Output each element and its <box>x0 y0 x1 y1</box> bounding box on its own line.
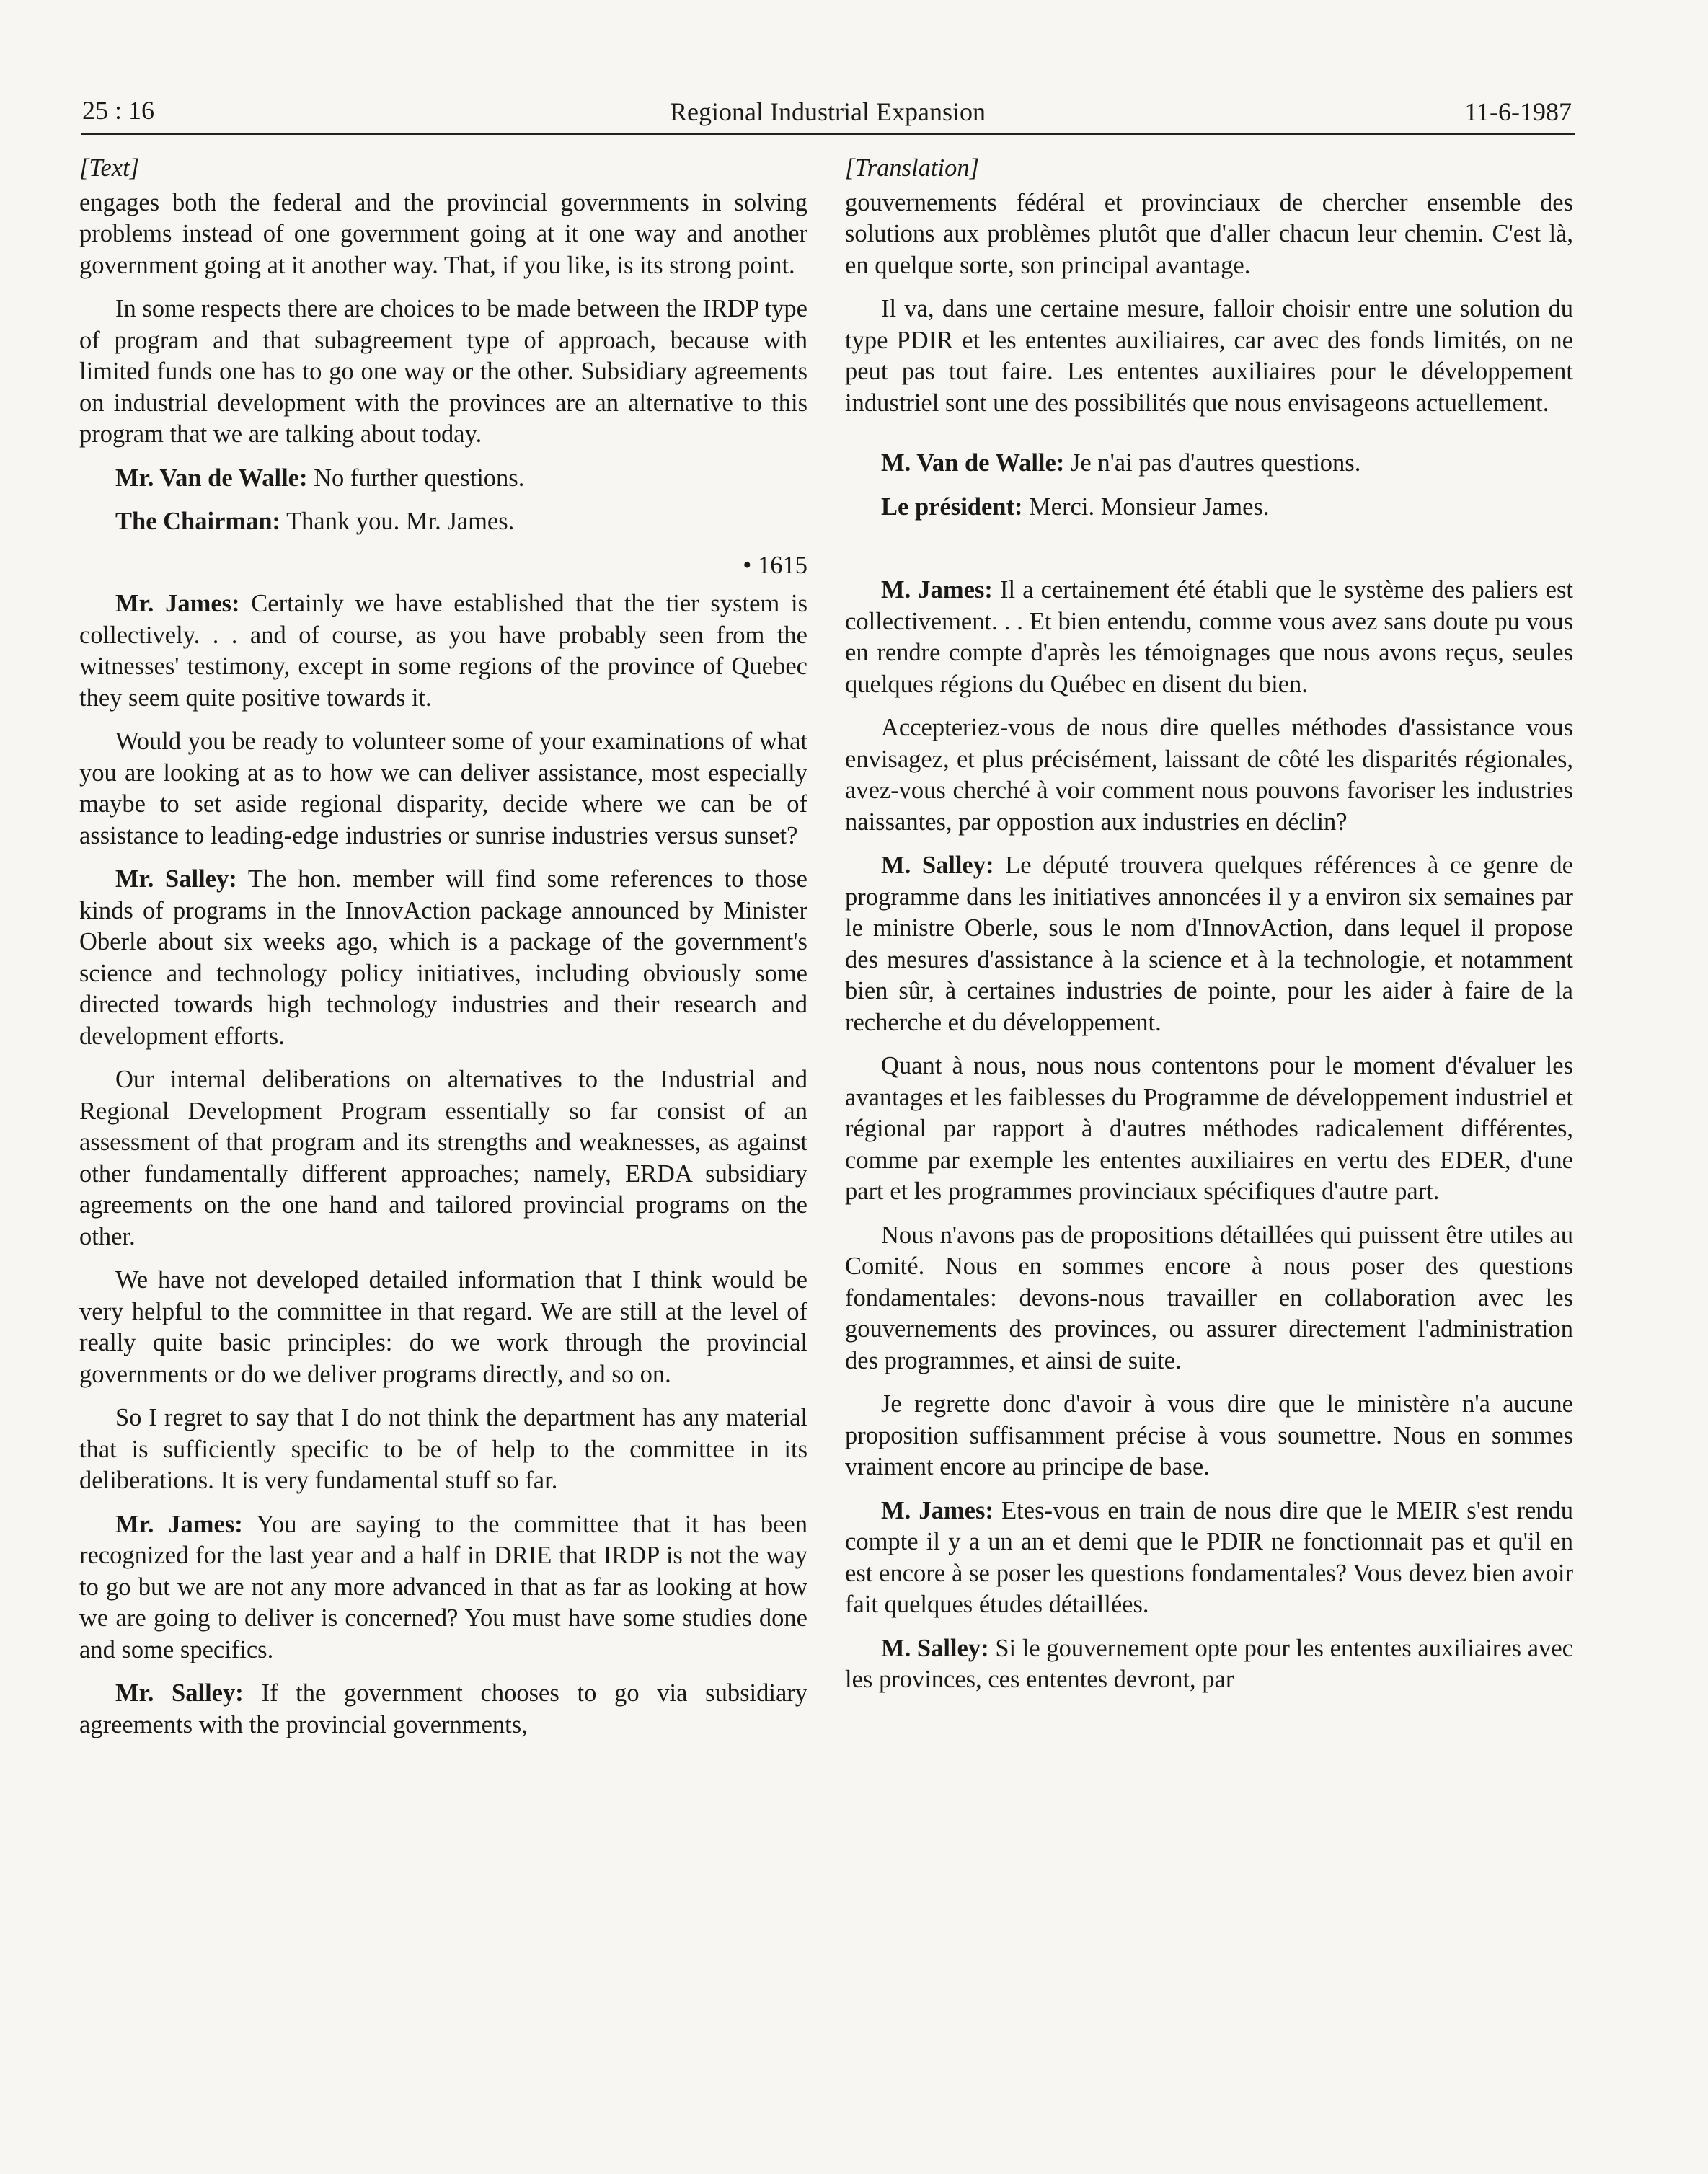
speaker-name: Mr. Salley: <box>115 1679 244 1707</box>
paragraph: engages both the federal and the provincial governments in solving problems instead of one government going at it one way and another government going at it another way. That, if you like, is its strong point. <box>79 188 807 279</box>
speaker-name: Mr. James: <box>115 1510 243 1538</box>
paragraph: M. Van de Walle: Je n'ai pas d'autres questions. <box>881 449 1361 477</box>
paragraph: We have not developed detailed information that I think would be very helpful to the committee in that regard. We are still at the level of really quite basic principles: do we work through the provincial governments or do we deliver programs directly, and so on. <box>79 1266 807 1388</box>
speaker-name: Le président: <box>881 492 1023 521</box>
paragraph: Mr. Salley: If the government chooses to go via subsidiary agreements with the provincial governments, <box>79 1679 808 1738</box>
paragraph: Quant à nous, nous nous contentons pour le moment d'évaluer les avantages et les faiblesses du Programme de développement industriel et régional par rapport à d'autres méthodes radicalement différentes, comme par exemple les ententes auxiliaires en vertu des EDER, d'une part et les programmes provinciaux spécifiques d'autre part. <box>845 1052 1573 1205</box>
paragraph: gouvernements fédéral et provinciaux de chercher ensemble des solutions aux problèmes plutôt que d'aller chacun leur chemin. C'est là, en quelque sorte, son principal avantage. <box>845 188 1573 279</box>
paragraph: Nous n'avons pas de propositions détaillées qui puissent être utiles au Comité. Nous en sommes encore à nous poser des questions fondamentales: devons-nous travailler en collaboration avec les gouvernements des provinces, ou assurer directement l'administration des programmes, et ainsi de suite. <box>845 1221 1573 1374</box>
paragraph: M. James: Etes-vous en train de nous dire que le MEIR s'est rendu compte il y a un an et demi que le PDIR ne fonctionnait pas et qu'il en est encore à se poser les questions fondamentales? Vous devez bien avoir fait quelques études détaillées. <box>845 1496 1574 1618</box>
english-column <box>79 153 807 1753</box>
speaker-name: M. Salley: <box>881 1634 989 1662</box>
speaker-name: M. Van de Walle: <box>881 449 1065 477</box>
page-date: 11-6-1987 <box>1464 97 1572 126</box>
speaker-name: The Chairman: <box>115 508 281 535</box>
paragraph: So I regret to say that I do not think the department has any material that is sufficiently specific to be of help to the committee in its deliberations. It is very fundamental stuff so far. <box>79 1404 807 1494</box>
speaker-name: Mr. Salley: <box>115 865 237 893</box>
speaker-name: Mr. Van de Walle: <box>115 464 308 492</box>
paragraph: Mr. Salley: The hon. member will find some references to those kinds of programs in the InnovAction package announced by Minister Oberle about six weeks ago, which is a package of the government's science and technology policy initiatives, including obviously some directed towards high technology industries and their research and development efforts. <box>79 865 807 1050</box>
paragraph: Would you be ready to volunteer some of your examinations of what you are looking at as to how we can deliver assistance, most especially maybe to set aside regional disparity, decide where we can be of assistance to leading-edge industries or sunrise industries versus sunset? <box>79 728 807 849</box>
paragraph: M. James: Il a certainement été établi que le système des paliers est collectivement. . . Et bien entendu, comme vous avez sans doute pu vous en rendre compte d'après les témoignages que nous avons reçus, seules quelques régions du Québec en disent du bien. <box>845 576 1573 698</box>
time-stamp: • 1615 <box>743 551 807 579</box>
translation-tag: [Translation] <box>845 154 979 182</box>
speaker-name: M. James: <box>881 1496 994 1524</box>
paragraph: M. Salley: Si le gouvernement opte pour les ententes auxiliaires avec les provinces, ces ententes devront, par <box>845 1634 1573 1693</box>
page-header <box>81 92 1575 135</box>
paragraph: In some respects there are choices to be made between the IRDP type of program and that subagreement type of approach, because with limited funds one has to go one way or the other. Subsidiary agreements on industrial development with the provinces are an alternative to this program that we are talking about today. <box>79 295 807 448</box>
french-column <box>845 153 1573 1708</box>
paragraph: Je regrette donc d'avoir à vous dire que le ministère n'a aucune proposition suffisamment précise à vous soumettre. Nous en sommes vraiment encore au principe de base. <box>845 1390 1573 1480</box>
paragraph: Le président: Merci. Monsieur James. <box>881 492 1270 521</box>
paragraph: The Chairman: Thank you. Mr. James. <box>115 508 515 535</box>
page-title: Regional Industrial Expansion <box>670 97 986 126</box>
paragraph: M. Salley: Le député trouvera quelques références à ce genre de programme dans les initiatives annoncées il y a environ six semaines par le ministre Oberle, sous le nom d'InnovAction, dans lequel il propose des mesures d'assistance à la science et à la technologie, et notamment bien sûr, à certaines industries de pointe, pour les aider à faire de la recherche et du développement. <box>845 852 1573 1036</box>
paragraph: Mr. Van de Walle: No further questions. <box>115 464 525 492</box>
speaker-name: M. Salley: <box>881 852 994 879</box>
paragraph: Il va, dans une certaine mesure, falloir choisir entre une solution du type PDIR et les ententes auxiliaires, car avec des fonds limités, on ne peut pas tout faire. Les ententes auxiliaires pour le développement industriel sont une des possibilités que nous envisageons actuellement. <box>845 295 1573 417</box>
paragraph: Our internal deliberations on alternatives to the Industrial and Regional Development Program essentially so far consist of an assessment of that program and its strengths and weaknesses, as against other fundamentally different approaches; namely, ERDA subsidiary agreements on the one hand and tailored provincial programs on the other. <box>79 1066 807 1250</box>
speaker-name: M. James: <box>881 576 993 604</box>
speaker-name: Mr. James: <box>115 590 240 617</box>
page-number: 25 : 16 <box>82 96 155 125</box>
paragraph: Mr. James: You are saying to the committee that it has been recognized for the last year and a half in DRIE that IRDP is not the way to go but we are not any more advanced in that as far as looking at how we are going to deliver is concerned? You must have some studies done and some specifics. <box>79 1510 807 1663</box>
paragraph: Mr. James: Certainly we have established that the tier system is collectively. . . and of course, as you have probably seen from the witnesses' testimony, except in some regions of the province of Quebec they seem quite positive towards it. <box>79 590 807 712</box>
paragraph: Accepteriez-vous de nous dire quelles méthodes d'assistance vous envisagez, et plus précisément, laissant de côté les disparités régionales, avez-vous cherché à voir comment nous pouvons favoriser les industries naissantes, par oppostion aux industries en déclin? <box>845 714 1573 836</box>
text-tag: [Text] <box>79 154 140 182</box>
